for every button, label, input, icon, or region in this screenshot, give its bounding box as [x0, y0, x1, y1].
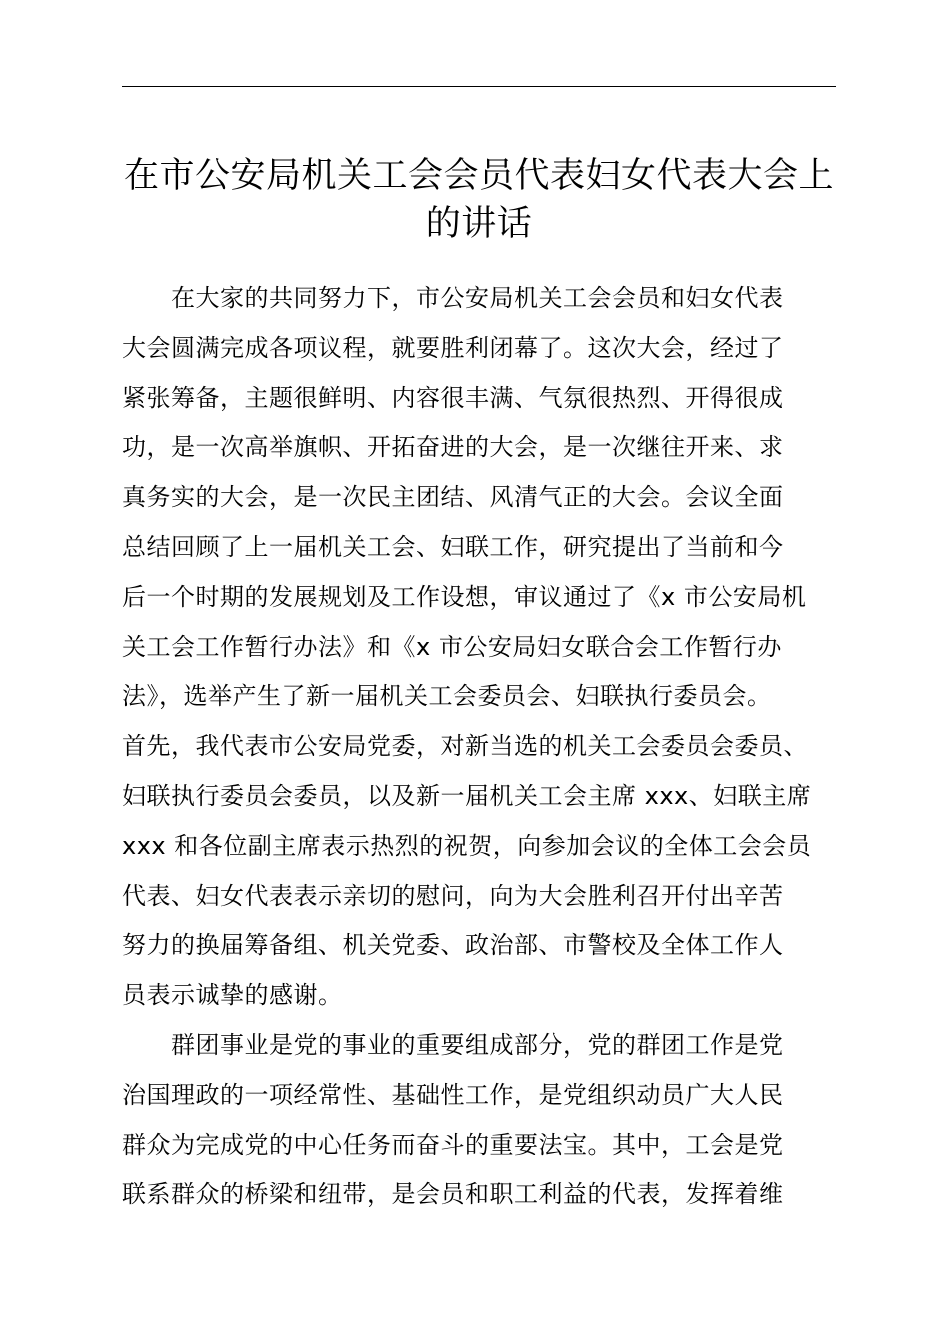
text-line: 关工会工作暂行办法》和《x 市公安局妇女联合会工作暂行办 — [122, 632, 782, 661]
document-title — [118, 152, 840, 248]
text-line: 群众为完成党的中心任务而奋斗的重要法宝。其中，工会是党 — [122, 1130, 784, 1159]
text-line: 群团事业是党的事业的重要组成部分，党的群团工作是党 — [122, 1030, 784, 1059]
text-line: 努力的换届筹备组、机关党委、政治部、市警校及全体工作人 — [122, 931, 784, 960]
text-line: 大会圆满完成各项议程，就要胜利闭幕了。这次大会，经过了 — [122, 333, 784, 362]
paragraph-1 — [122, 280, 838, 1027]
text-line: 紧张筹备，主题很鲜明、内容很丰满、气氛很热烈、开得很成 — [122, 383, 784, 412]
text-line: 真务实的大会，是一次民主团结、风清气正的大会。会议全面 — [122, 483, 784, 512]
text-line: 联系群众的桥梁和纽带，是会员和职工利益的代表，发挥着维 — [122, 1180, 784, 1209]
text-line: 妇联执行委员会委员，以及新一届机关工会主席 xxx、妇联主席 — [122, 781, 812, 810]
text-line: 员表示诚挚的感谢。 — [122, 981, 343, 1010]
text-line: 治国理政的一项经常性、基础性工作，是党组织动员广大人民 — [122, 1080, 784, 1109]
paragraph-2 — [122, 1027, 838, 1226]
text-line: 法》，选举产生了新一届机关工会委员会、妇联执行委员会。 — [122, 682, 772, 711]
text-line: 总结回顾了上一届机关工会、妇联工作，研究提出了当前和今 — [122, 532, 784, 561]
document-body — [122, 280, 838, 1226]
title-line: 在市公安局机关工会会员代表妇女代表大会上 — [123, 156, 834, 196]
text-line: 首先，我代表市公安局党委，对新当选的机关工会委员会委员、 — [122, 732, 808, 761]
text-line: 功，是一次高举旗帜、开拓奋进的大会，是一次继往开来、求 — [122, 433, 784, 462]
text-line: 在大家的共同努力下，市公安局机关工会会员和妇女代表 — [122, 284, 784, 312]
title-line: 的讲话 — [425, 204, 533, 244]
text-line: 后一个时期的发展规划及工作设想，审议通过了《x 市公安局机 — [122, 582, 807, 611]
text-line: 代表、妇女代表表示亲切的慰问，向为大会胜利召开付出辛苦 — [122, 881, 784, 910]
header-rule — [122, 86, 836, 87]
text-line: xxx 和各位副主席表示热烈的祝贺，向参加会议的全体工会会员 — [122, 831, 812, 860]
